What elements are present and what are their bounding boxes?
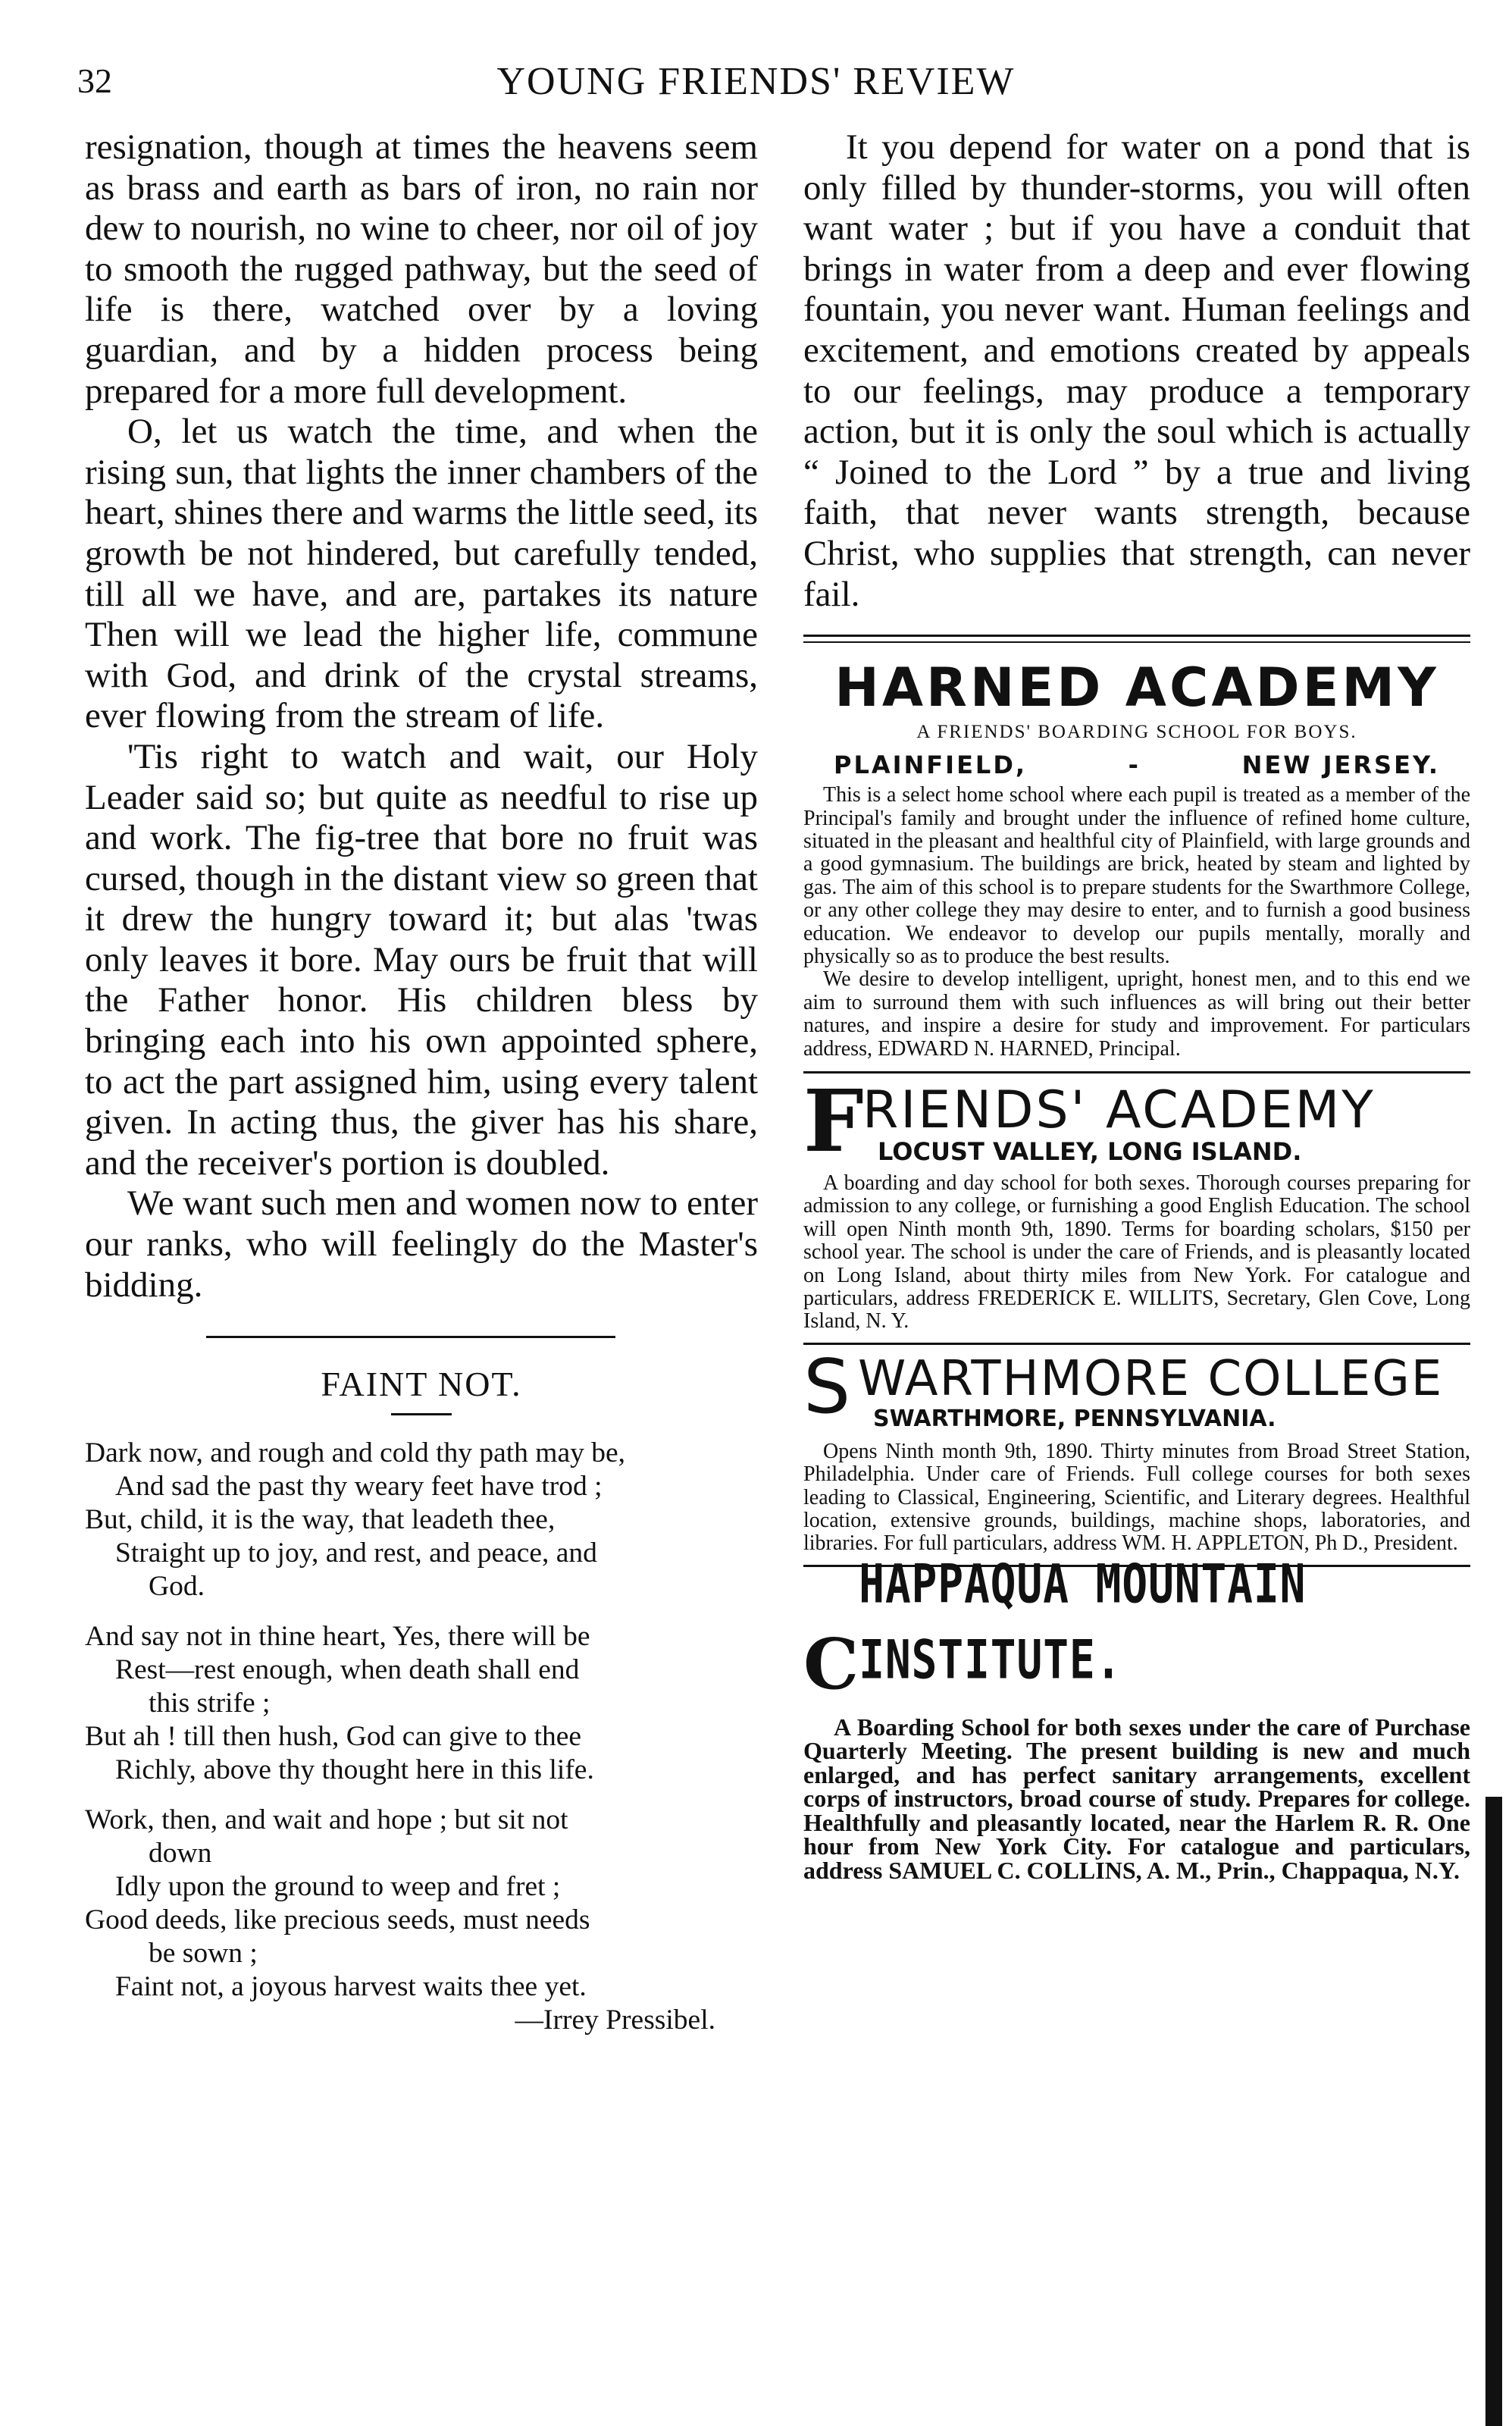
right-column (803, 127, 1470, 1882)
ad-title: RIENDS' ACADEMY (862, 1080, 1376, 1140)
poem-line: Straight up to joy, and rest, and peace, and (115, 1537, 597, 1569)
ad-location-city: PLAINFIELD, (834, 751, 1028, 780)
ad-location: LOCUST VALLEY, LONG ISLAND. (878, 1137, 1302, 1166)
poem-line: Idly upon the ground to weep and fret ; (115, 1871, 561, 1903)
ad-title: HARNED ACADEMY (834, 657, 1439, 719)
ad-body: This is a select home school where each pupil is treated as a member of the Principal's family and brought under the influence of refined home culture, situated in the pleasant and healthful city of Plainfield, with large grounds and a good gymnasium. The buildings are brick, heated by steam and lighted by gas. The aim of this school is to prepare students for the Swarthmore College, or any other college they may desire to enter, and to furnish a good business education. We endeavor to develop our pupils mentally, morally and physically so as to produce the best results. (803, 783, 1470, 968)
ad-friends-academy (803, 1072, 1470, 1334)
poem-stanza (85, 1620, 758, 1787)
article-paragraph: It you depend for water on a pond that is only filled by thunder-storms, you will often want water ; but if you have a conduit that brings in water from a deep and ever flowing fountain, you never want. Human feelings and excitement, and emotions created by appeals to our feelings, may produce a temporary action, but it is only the soul which is actually “ Joined to the Lord ” by a true and living faith, that never wants strength, because Christ, who supplies that strength, can never fail. (803, 127, 1470, 614)
poem-line: Richly, above thy thought here in this life. (115, 1754, 594, 1786)
poem-title: FAINT NOT. (321, 1365, 522, 1404)
ad-heading (803, 1553, 1470, 1705)
article-paragraph: resignation, though at times the heavens seem as brass and earth as bars of iron, no rain nor dew to nourish, no wine to cheer, nor oil of joy to smooth the rugged pathway, but the seed of life is there, watched over by a loving guardian, and by a hidden process being prepared for a more full development. (85, 127, 758, 411)
ad-body: A boarding and day school for both sexes. Thorough courses preparing for admission to any college, or furnishing a good English Education. The school will open Ninth month 9th, 1890. Terms for boarding scholars, $150 per school year. The school is under the care of Friends, and is pleasantly located on Long Island, about thirty miles from New York. For catalogue and particulars, address FREDERICK E. WILLITS, Secretary, Glen Cove, Long Island, N. Y. (803, 1171, 1470, 1334)
ad-body: Opens Ninth month 9th, 1890. Thirty minutes from Broad Street Station, Philadelphia. Under care of Friends. Full college courses for both sexes leading to Classical, Engineering, Scientific, and Literary degrees. Healthful location, extensive grounds, buildings, machine shops, laboratories, and libraries. For full particulars, address WM. H. APPLETON, Ph D., President. (803, 1439, 1470, 1556)
poem-line: Work, then, and wait and hope ; but sit not (85, 1804, 568, 1836)
ad-location: SWARTHMORE, PENNSYLVANIA. (873, 1405, 1276, 1432)
poem-line: Faint not, a joyous harvest waits thee yet. (115, 1971, 587, 2003)
poem-line: down (149, 1838, 212, 1870)
ad-initial: C (803, 1622, 859, 1705)
ad-harned-academy (803, 658, 1470, 1061)
poem-line: And say not in thine heart, Yes, there will be (85, 1621, 590, 1653)
poem-stanza (85, 1804, 758, 2004)
ad-title: HAPPAQUA MOUNTAIN INSTITUTE. (859, 1553, 1307, 1691)
poem-line: Good deeds, like precious seeds, must needs (85, 1904, 590, 1936)
poem-line: this strife ; (149, 1688, 271, 1719)
poem-title-rule (391, 1413, 452, 1415)
poem-line: Rest—rest enough, when death shall end (115, 1654, 580, 1686)
ad-heading (803, 1343, 1470, 1433)
poem-line: And sad the past thy weary feet have trod ; (115, 1471, 603, 1503)
poem-stanza (85, 1437, 758, 1603)
article-paragraph: O, let us watch the time, and when the rising sun, that lights the inner chambers of the heart, shines there and warms the little seed, its growth be not hindered, but carefully tended, till all we have, and are, partakes its nature Then will we lead the higher life, commune with God, and drink of the crystal streams, ever flowing from the stream of life. (85, 412, 758, 736)
left-column (85, 127, 758, 2037)
running-head: YOUNG FRIENDS' REVIEW (496, 60, 1016, 103)
ad-body: We desire to develop intelligent, upright, honest men, and to this end we aim to surround them with such influences as will bring out their better natures, and inspire a desire for study and improvement. For particulars address, EDWARD N. HARNED, Principal. (803, 967, 1470, 1061)
ad-chappaqua-institute (803, 1553, 1470, 1884)
poem-signature: —Irrey Pressibel. (515, 2004, 715, 2036)
poem-line: be sown ; (149, 1938, 258, 1970)
ad-location (803, 751, 1470, 779)
page-edge-bar (1485, 1797, 1502, 2426)
poem-line: Dark now, and rough and cold thy path may be, (85, 1437, 626, 1469)
poem-line: But ah ! till then hush, God can give to thee (85, 1721, 582, 1753)
article-paragraph: 'Tis right to watch and wait, our Holy Leader said so; but quite as needful to rise up and work. The fig-tree that bore no fruit was cursed, though in the distant view so green that it drew the hungry toward it; but alas 'twas only leaves it bore. May ours be fruit that will the Father honor. His children bless by bringing each into his own appointed sphere, to act the part assigned him, using every talent given. In acting thus, the giver has his share, and the receiver's portion is doubled. (85, 736, 758, 1183)
page-number: 32 (77, 61, 112, 100)
ad-location-dash: - (1128, 751, 1141, 780)
ad-initial: S (803, 1343, 851, 1431)
ad-swarthmore-college (803, 1343, 1470, 1556)
ad-body: A Boarding School for both sexes under the care of Purchase Quarterly Meeting. The present building is new and much enlarged, and has perfect sanitary arrangements, excellent corps of instructors, broad course of study. Prepares for college. Healthfully and pleasantly located, near the Harlem R. R. One hour from New York City. For catalogue and particulars, address SAMUEL C. COLLINS, A. M., Prin., Chappaqua, N.Y. (803, 1713, 1470, 1884)
poem-body (85, 1437, 758, 2037)
ad-location-state: NEW JERSEY. (1241, 751, 1440, 780)
ad-subtitle: A FRIENDS' BOARDING SCHOOL FOR BOYS. (916, 722, 1357, 743)
ad-initial: F (803, 1072, 864, 1171)
ad-title: WARTHMORE COLLEGE (858, 1350, 1444, 1407)
poem-line: God. (149, 1571, 205, 1603)
ad-heading (803, 1072, 1470, 1171)
article-paragraph: We want such men and women now to enter our ranks, who will feelingly do the Master's bidding. (85, 1183, 758, 1305)
poem-line: But, child, it is the way, that leadeth thee, (85, 1504, 556, 1536)
